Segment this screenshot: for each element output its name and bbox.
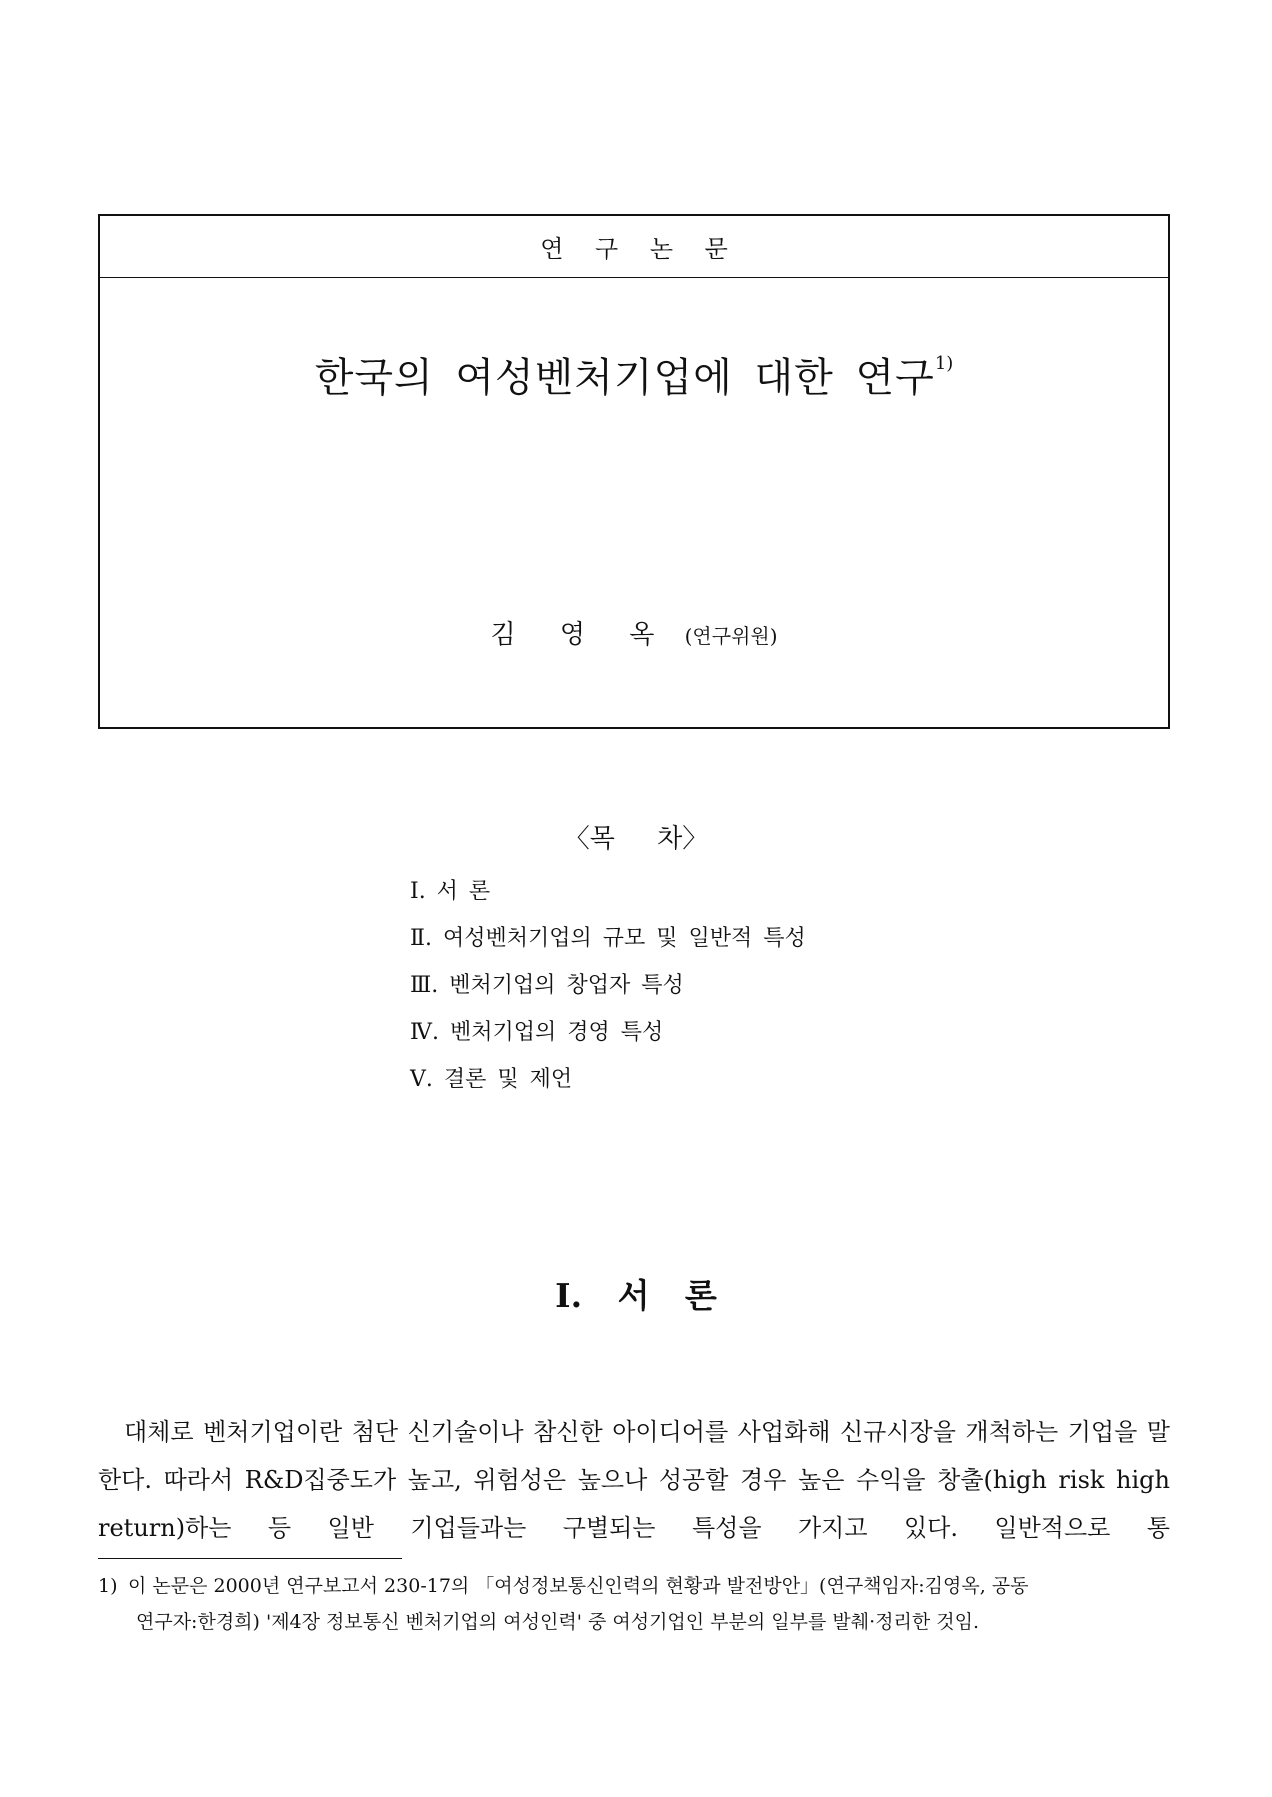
section-heading: Ⅰ. 서 론: [555, 1276, 717, 1315]
toc-item: Ⅱ. 여성벤처기업의 규모 및 일반적 특성: [410, 926, 806, 951]
body-paragraph: 대체로 벤처기업이란 첨단 신기술이나 참신한 아이디어를 사업화해 신규시장을 개척하는 기업을 말한다. 따라서 R&D집중도가 높고, 위험성은 높으나 성공할 경우 높은 수익을 창출(high risk high return)하는 등 일반 기업들과는 구별되는 특성을 가지고 있다. 일반적으로 통: [98, 1418, 1170, 1542]
toc-heading: 〈목 차〉: [563, 824, 709, 854]
author-line: [100, 614, 1168, 651]
title-footnote-marker: 1): [934, 353, 954, 374]
paper-title-text: 한국의 여성벤처기업에 대한 연구: [314, 355, 935, 401]
toc-item: Ⅳ. 벤처기업의 경영 특성: [410, 1020, 664, 1045]
paper-title: [100, 346, 1168, 403]
footnote-divider: [98, 1558, 402, 1559]
footnote: [98, 1568, 1170, 1640]
category-label: 연 구 논 문: [100, 216, 1168, 278]
footnote-marker: 1): [98, 1575, 118, 1597]
footnote-text-1: 이 논문은 2000년 연구보고서 230-17의 「여성정보통신인력의 현황과 발전방안」(연구책임자:김영옥, 공동: [128, 1575, 1029, 1597]
footnote-text-2: 연구자:한경희) '제4장 정보통신 벤처기업의 여성인력' 중 여성기업인 부분의 일부를 발췌·정리한 것임.: [136, 1611, 979, 1633]
table-of-contents: [410, 868, 806, 1103]
footnote-line-1: [98, 1568, 1170, 1604]
toc-item: Ⅲ. 벤처기업의 창업자 특성: [410, 973, 684, 998]
title-box: [98, 214, 1170, 729]
author-role: (연구위원): [684, 624, 778, 648]
toc-item: Ⅴ. 결론 및 제언: [410, 1067, 573, 1092]
toc-item: Ⅰ. 서 론: [410, 879, 491, 904]
author-name: 김 영 옥: [490, 620, 673, 650]
